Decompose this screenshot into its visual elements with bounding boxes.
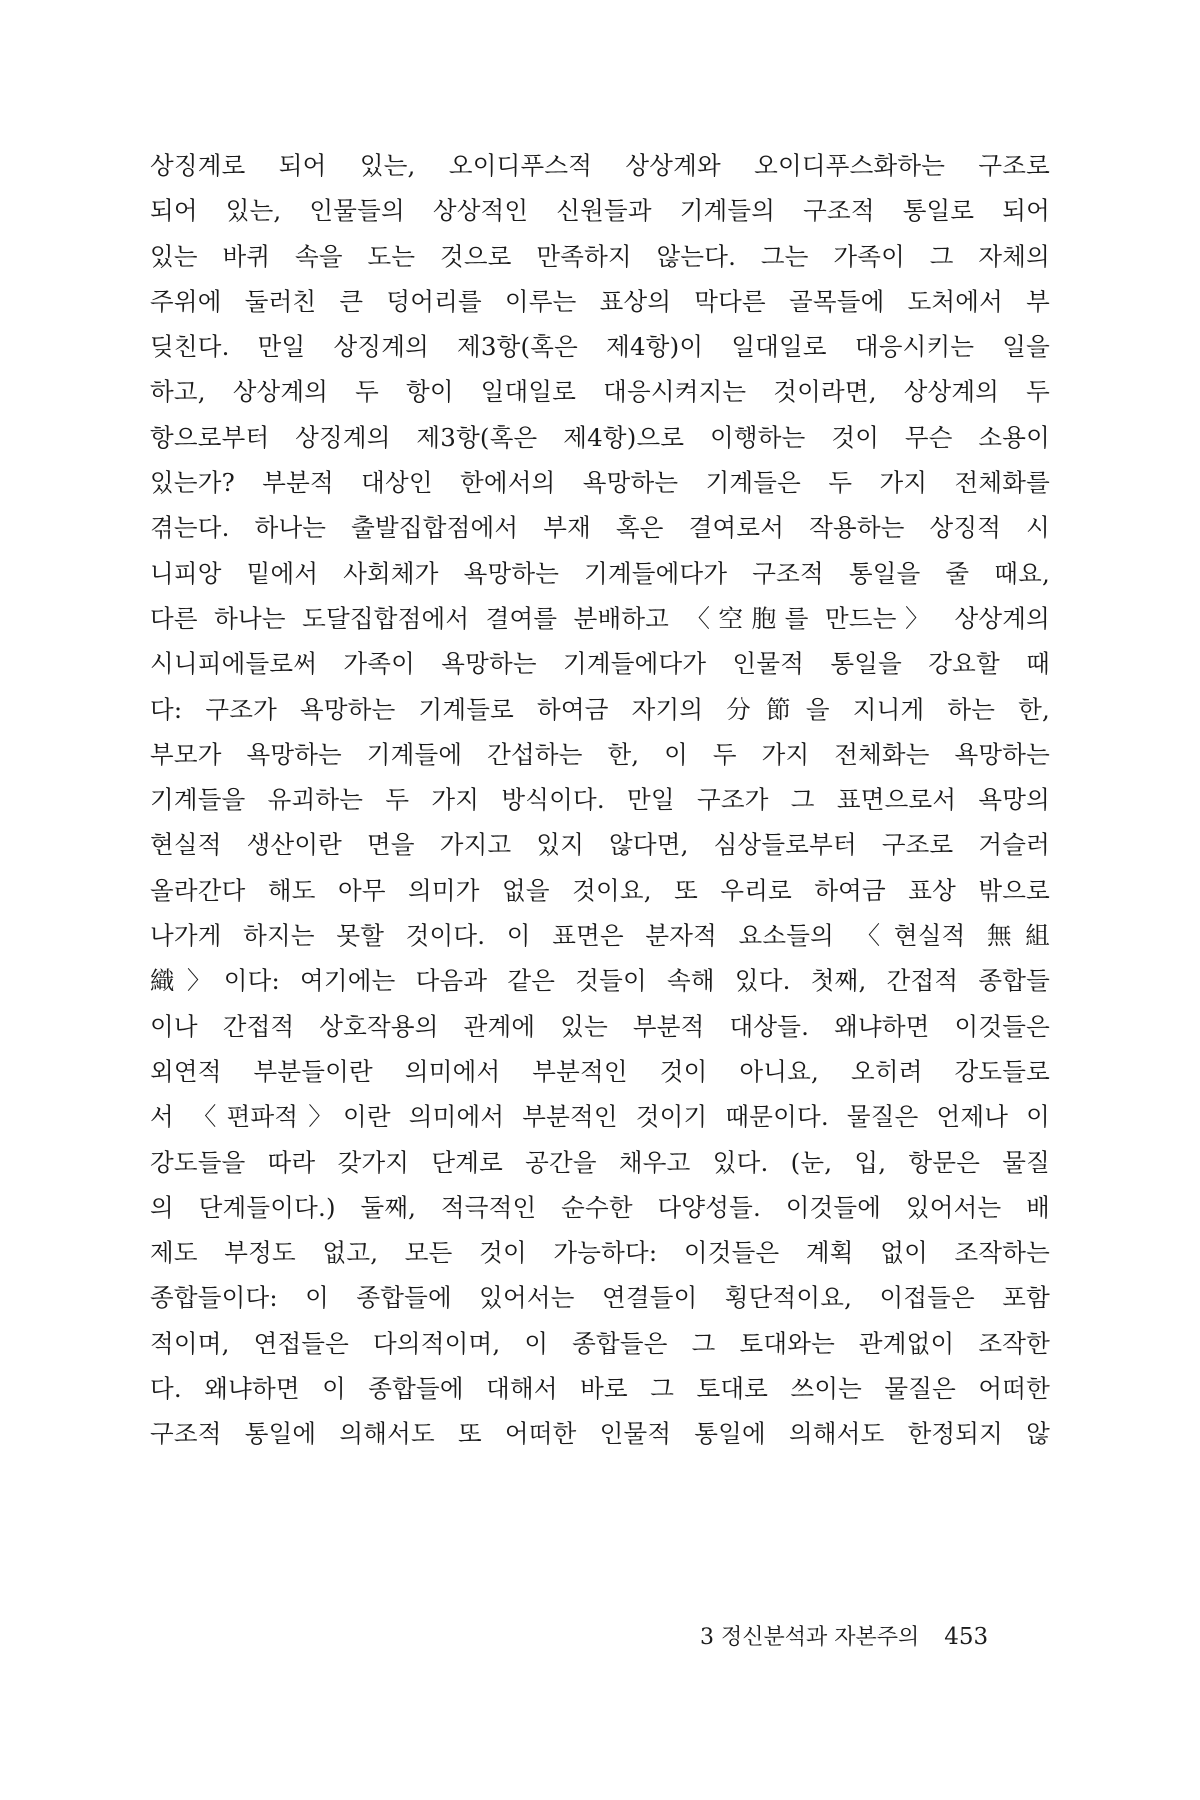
text-line: 현실적 생산이란 면을 가지고 있지 않다면, 심상들로부터 구조로 거슬러 [150, 830, 1050, 860]
text-line: 시니피에들로써 가족이 욕망하는 기계들에다가 인물적 통일을 강요할 때 [150, 649, 1051, 679]
text-line: 제도 부정도 없고, 모든 것이 가능하다: 이것들은 계획 없이 조작하는 [150, 1238, 1050, 1268]
text-line: 서 〈편파적〉이란 의미에서 부분적인 것이기 때문이다. 물질은 언제나 이 [150, 1102, 1050, 1132]
text-line: 다. 왜냐하면 이 종합들에 대해서 바로 그 토대로 쓰이는 물질은 어떠한 [150, 1374, 1050, 1404]
running-footer [700, 1617, 1020, 1657]
text-line: 의 단계들이다.) 둘째, 적극적인 순수한 다양성들. 이것들에 있어서는 배 [150, 1192, 1050, 1222]
text-line: 기계들을 유괴하는 두 가지 방식이다. 만일 구조가 그 표면으로서 욕망의 [150, 785, 1050, 815]
text-line: 딪친다. 만일 상징계의 제3항(혹은 제4항)이 일대일로 대응시키는 일을 [150, 332, 1050, 362]
text-line: 주위에 둘러친 큰 덩어리를 이루는 표상의 막다른 골목들에 도처에서 부 [150, 286, 1050, 316]
text-line: 상징계로 되어 있는, 오이디푸스적 상상계와 오이디푸스화하는 구조로 [150, 151, 1050, 180]
text-line: 다: 구조가 욕망하는 기계들로 하여금 자기의 分節을 지니게 하는 한, [150, 694, 1050, 724]
text-line: 다른 하나는 도달집합점에서 결여를 분배하고 〈空胞를 만드는〉 상상계의 [150, 603, 1050, 633]
text-line: 종합들이다: 이 종합들에 있어서는 연결들이 횡단적이요, 이접들은 포함 [150, 1283, 1050, 1313]
page-number: 453 [944, 1624, 989, 1650]
text-line: 있는 바퀴 속을 도는 것으로 만족하지 않는다. 그는 가족이 그 자체의 [150, 241, 1050, 271]
text-line: 하고, 상상계의 두 항이 일대일로 대응시켜지는 것이라면, 상상계의 두 [150, 377, 1050, 407]
text-line: 있는가? 부분적 대상인 한에서의 욕망하는 기계들은 두 가지 전체화를 [150, 468, 1050, 498]
text-line: 올라간다 해도 아무 의미가 없을 것이요, 또 우리로 하여금 표상 밖으로 [150, 875, 1050, 905]
text-line: 織〉이다: 여기에는 다음과 같은 것들이 속해 있다. 첫째, 간접적 종합들 [150, 966, 1050, 996]
text-line: 구조적 통일에 의해서도 또 어떠한 인물적 통일에 의해서도 한정되지 않 [150, 1419, 1050, 1449]
text-line: 겪는다. 하나는 출발집합점에서 부재 혹은 결여로서 작용하는 상징적 시 [150, 513, 1050, 543]
text-line: 부모가 욕망하는 기계들에 간섭하는 한, 이 두 가지 전체화는 욕망하는 [150, 739, 1050, 769]
text-line: 이나 간접적 상호작용의 관계에 있는 부분적 대상들. 왜냐하면 이것들은 [150, 1011, 1050, 1041]
text-line: 나가게 하지는 못할 것이다. 이 표면은 분자적 요소들의 〈현실적 無組 [150, 921, 1050, 951]
text-line: 항으로부터 상징계의 제3항(혹은 제4항)으로 이행하는 것이 무슨 소용이 [150, 422, 1050, 452]
text-line: 외연적 부분들이란 의미에서 부분적인 것이 아니요, 오히려 강도들로 [150, 1056, 1050, 1086]
text-line: 니피앙 밑에서 사회체가 욕망하는 기계들에다가 구조적 통일을 줄 때요, [150, 558, 1050, 588]
chapter-title: 3 정신분석과 자본주의 [700, 1625, 920, 1650]
text-line: 적이며, 연접들은 다의적이며, 이 종합들은 그 토대와는 관계없이 조작한 [150, 1328, 1050, 1358]
text-line: 되어 있는, 인물들의 상상적인 신원들과 기계들의 구조적 통일로 되어 [150, 196, 1050, 226]
body-text [150, 143, 1050, 1457]
text-line: 강도들을 따라 갖가지 단계로 공간을 채우고 있다. (눈, 입, 항문은 물질 [150, 1147, 1050, 1177]
